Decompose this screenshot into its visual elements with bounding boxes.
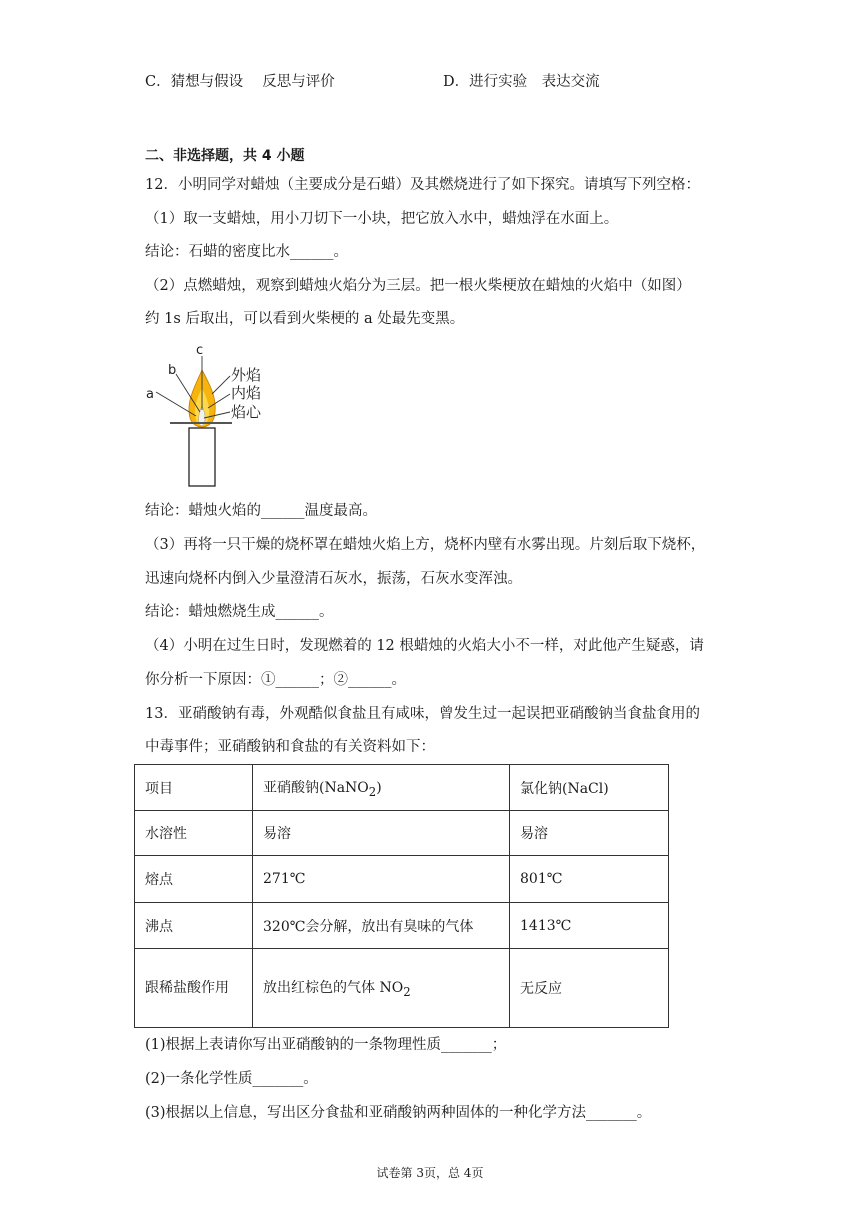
table-cell: 熔点: [135, 856, 253, 903]
properties-table: [134, 764, 669, 1028]
table-cell: 320℃会分解，放出有臭味的气体: [253, 903, 510, 949]
table-row: [135, 856, 669, 903]
table-cell: 271℃: [253, 856, 510, 903]
table-row: [135, 949, 669, 1028]
q13-stem-line2: 中毒事件；亚硝酸钠和食盐的有关资料如下：: [145, 739, 435, 755]
page-footer: 试卷第 3页，总 4页: [376, 1166, 484, 1180]
label-c: c: [196, 343, 204, 358]
q12-part2-line1: （2）点燃蜡烛，观察到蜡烛火焰分为三层。把一根火柴梗放在蜡烛的火焰中（如图）: [145, 278, 691, 294]
candle-flame-figure: [142, 340, 272, 488]
q12-part4-line2: 你分析一下原因：①______；②______。: [145, 672, 406, 688]
q12-part3-line1: （3）再将一只干燥的烧杯罩在蜡烛火焰上方，烧杯内壁有水雾出现。片刻后取下烧杯，: [145, 537, 706, 553]
table-cell: 易溶: [253, 811, 510, 856]
section-title: 二、非选择题，共 4 小题: [145, 148, 305, 164]
table-row: [135, 811, 669, 856]
option-c: C．猜想与假设 反思与评价: [145, 74, 335, 90]
q13-stem-line1: 13．亚硝酸钠有毒，外观酷似食盐且有咸味，曾发生过一起误把亚硝酸钠当食盐食用的: [145, 706, 700, 722]
table-cell: 沸点: [135, 903, 253, 949]
option-d: D．进行实验 表达交流: [443, 74, 600, 90]
candle-body: [189, 428, 215, 486]
q12-conclusion2: 结论：蜡烛火焰的______温度最高。: [145, 503, 377, 519]
label-b: b: [168, 363, 177, 378]
table-row: [135, 903, 669, 949]
q13-sub1: (1)根据上表请你写出亚硝酸钠的一条物理性质_______；: [145, 1037, 507, 1053]
q12-part3-line2: 迅速向烧杯内倒入少量澄清石灰水，振荡，石灰水变浑浊。: [145, 571, 522, 587]
table-cell: 跟稀盐酸作用: [135, 949, 253, 1028]
label-a: a: [146, 387, 154, 402]
table-header-cell: 氯化钠(NaCl): [510, 765, 669, 811]
q12-part2-line2: 约 1s 后取出，可以看到火柴梗的 a 处最先变黑。: [145, 311, 465, 327]
q12-conclusion3: 结论：蜡烛燃烧生成______。: [145, 604, 334, 620]
table-cell: 水溶性: [135, 811, 253, 856]
label-outer-flame: 外焰: [231, 366, 262, 384]
q12-part4-line1: （4）小明在过生日时，发现燃着的 12 根蜡烛的火焰大小不一样，对此他产生疑惑，请: [145, 638, 704, 654]
q13-sub2: (2)一条化学性质_______。: [145, 1071, 318, 1087]
table-cell: 放出红棕色的气体 $NO_2$: [253, 949, 510, 1028]
table-cell: 801℃: [510, 856, 669, 903]
label-flame-core: 焰心: [231, 403, 262, 421]
pointer-outer: [212, 376, 230, 394]
table-cell: 易溶: [510, 811, 669, 856]
table-cell: 1413℃: [510, 903, 669, 949]
label-inner-flame: 内焰: [231, 384, 262, 402]
q12-conclusion1: 结论：石蜡的密度比水______。: [145, 244, 348, 260]
table-header-cell: 项目: [135, 765, 253, 811]
table-header-cell: 亚硝酸钠(NaNO$_2$): [253, 765, 510, 811]
q12-part1: （1）取一支蜡烛，用小刀切下一小块，把它放入水中，蜡烛浮在水面上。: [145, 211, 619, 227]
q13-sub3: (3)根据以上信息，写出区分食盐和亚硝酸钠两种固体的一种化学方法_______。: [145, 1105, 652, 1121]
q12-stem: 12．小明同学对蜡烛（主要成分是石蜡）及其燃烧进行了如下探究。请填写下列空格：: [145, 177, 700, 193]
table-header-row: [135, 765, 669, 811]
table-cell: 无反应: [510, 949, 669, 1028]
